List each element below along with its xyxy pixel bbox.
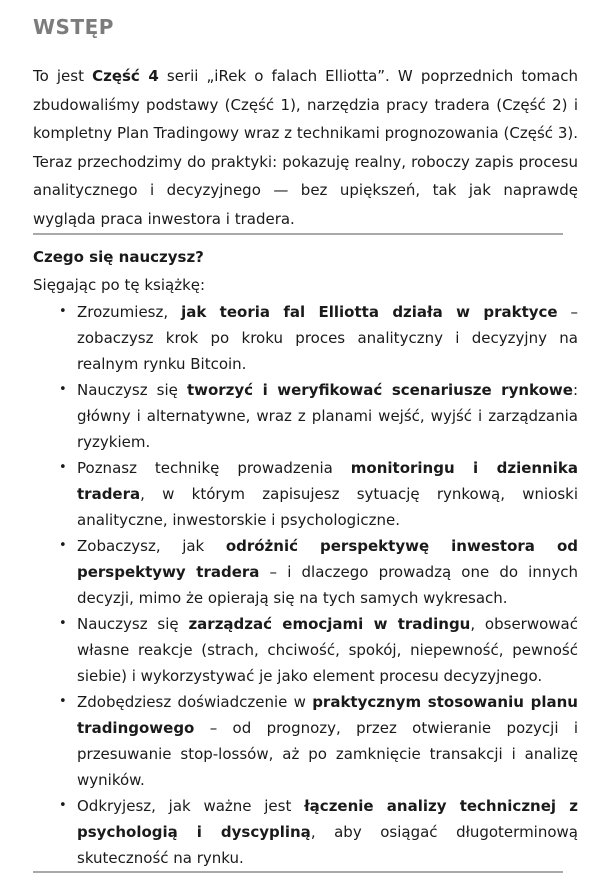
divider-bottom: [33, 871, 563, 873]
list-item: • Zrozumiesz, jak teoria fal Elliotta działa w praktyce – zobaczysz krok po kroku proces analityczny i decyzyjny na realnym rynku Bitcoin.: [33, 299, 578, 377]
list-item: • Odkryjesz, jak ważne jest łączenie analizy technicznej z psychologią i dyscypliną, aby osiągać długoterminową skuteczność na rynku.: [33, 793, 578, 871]
list-item: • Nauczysz się zarządzać emocjami w tradingu, obserwować własne reakcje (strach, chciwość, spokój, niepewność, pewność siebie) i wykorzystywać je jako element procesu decyzyjnego.: [33, 611, 578, 689]
list-item: • Nauczysz się tworzyć i weryfikować scenariusze rynkowe: główny i alternatywne, wraz z planami wejść, wyjść i zarządzania ryzykiem.: [33, 377, 578, 455]
section-heading: Czego się nauczysz?: [33, 248, 204, 266]
divider-top: [33, 233, 563, 235]
document-page: [0, 14, 611, 875]
list-item: • Zdobędziesz doświadczenie w praktycznym stosowaniu planu tradingowego – od prognozy, przez otwieranie pozycji i przesuwanie stop-lossów, aż po zamknięcie transakcji i analizę wyników.: [33, 689, 578, 793]
learning-list: [33, 299, 578, 871]
intro-paragraph: To jest Część 4 serii „iRek o falach Elliotta”. W poprzednich tomach zbudowaliśmy podstawy (Część 1), narzędzia pracy tradera (Część 2) i kompletny Plan Tradingowy wraz z technikami prognozowania (Część 3). Teraz przechodzimy do praktyki: pokazuję realny, roboczy zapis procesu analitycznego i decyzyjnego — bez upiększeń, tak jak naprawdę wygląda praca inwestora i tradera.: [33, 67, 578, 228]
section-subheading: Sięgając po tę książkę:: [33, 276, 206, 294]
list-item: • Zobaczysz, jak odróżnić perspektywę inwestora od perspektywy tradera – i dlaczego prowadzą one do innych decyzji, mimo że opierają się na tych samych wykresach.: [33, 533, 578, 611]
page-title: WSTĘP: [33, 15, 114, 39]
list-item: • Poznasz technikę prowadzenia monitoringu i dziennika tradera, w którym zapisujesz sytuację rynkową, wnioski analityczne, inwestorskie i psychologiczne.: [33, 455, 578, 533]
